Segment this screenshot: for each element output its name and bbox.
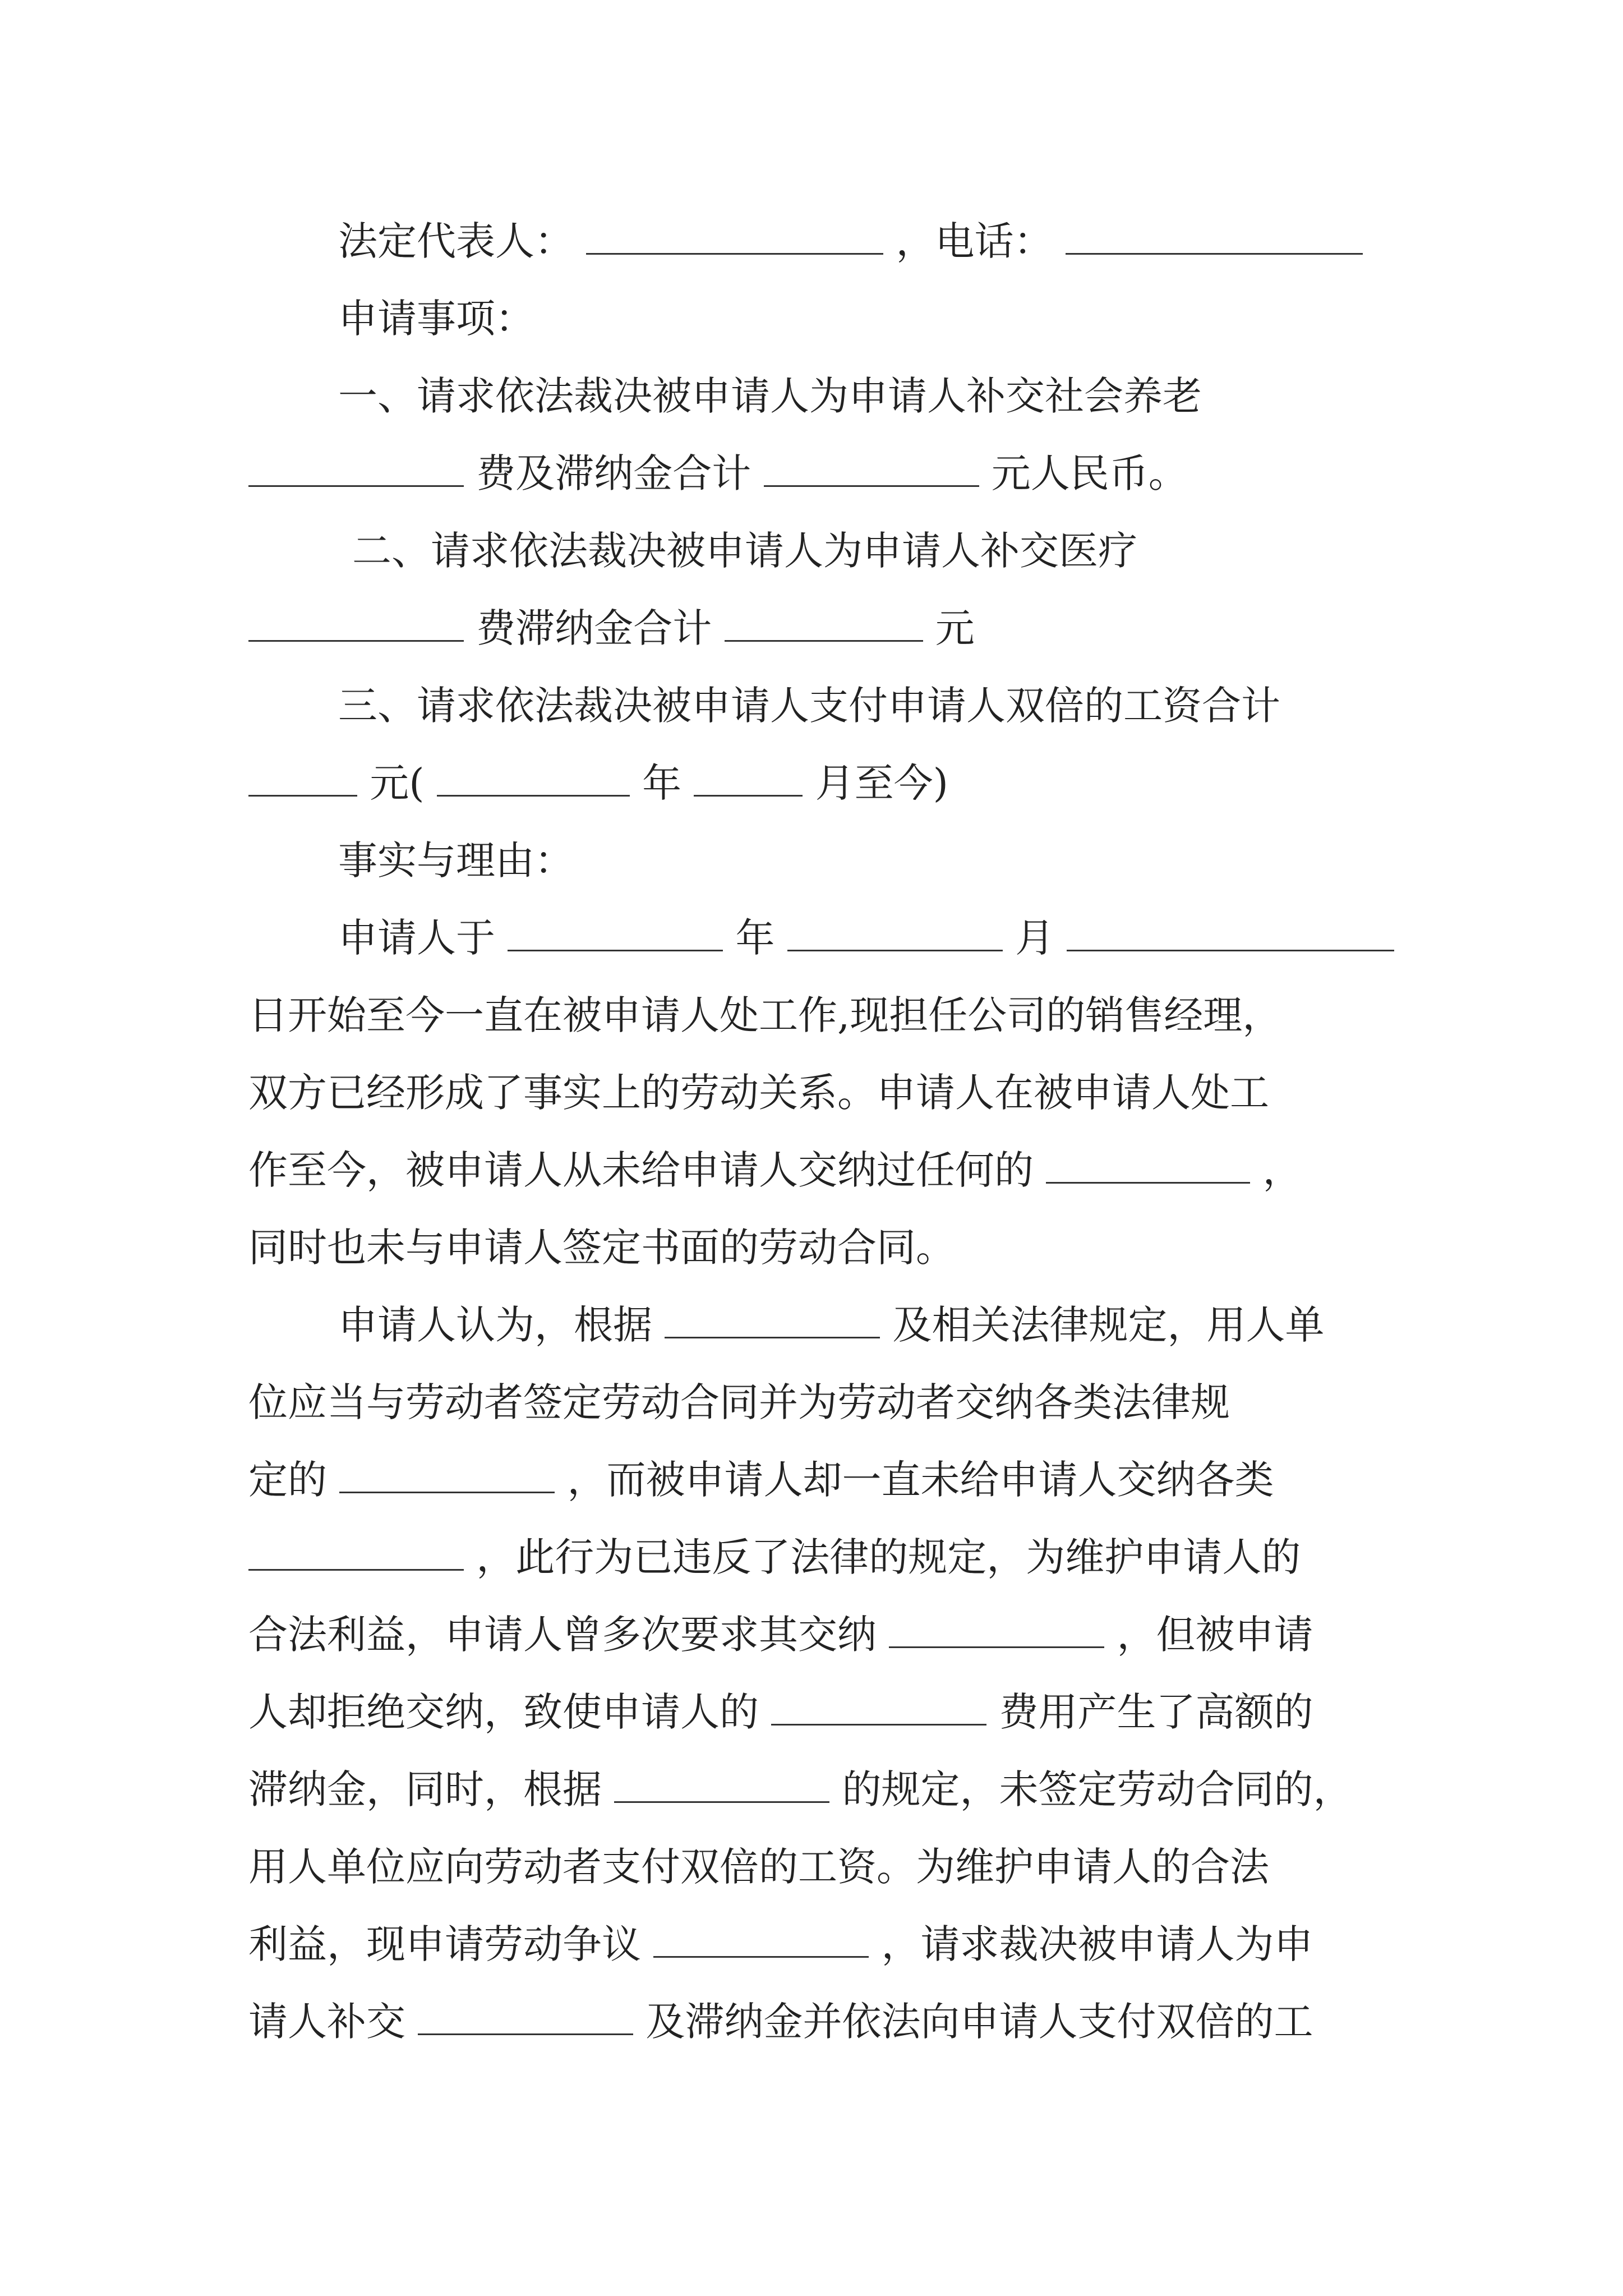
fill-blank[interactable] xyxy=(1067,915,1394,951)
text-segment: 费滞纳金合计 xyxy=(476,605,712,651)
text-segment: ， xyxy=(1262,1147,1302,1193)
fill-blank[interactable] xyxy=(653,1921,869,1958)
text-segment: 人却拒绝交纳，致使申请人的 xyxy=(248,1689,759,1735)
text-segment: ，电话： xyxy=(896,218,1053,264)
text-segment: 月 xyxy=(1015,915,1055,961)
line-claim-2 xyxy=(352,523,1378,579)
text-segment: 一、请求依法裁决被申请人为申请人补交社会养老 xyxy=(338,373,1202,419)
text-segment: 利益，现申请劳动争议 xyxy=(248,1921,641,1967)
text-segment: 作至今，被申请人从未给申请人交纳过任何的 xyxy=(248,1147,1034,1193)
fill-blank[interactable] xyxy=(725,605,923,642)
text-segment: 请人补交 xyxy=(248,1999,405,2045)
text-segment: 同时也未与申请人签定书面的劳动合同。 xyxy=(248,1225,955,1271)
line-reason-1 xyxy=(338,1297,1378,1353)
text-segment: 年 xyxy=(642,760,682,806)
fill-blank[interactable] xyxy=(418,1999,633,2035)
fill-blank[interactable] xyxy=(1066,218,1363,255)
text-segment: 位应当与劳动者签定劳动合同并为劳动者交纳各类法律规 xyxy=(248,1379,1230,1425)
text-segment: ，此行为已违反了法律的规定，为维护申请人的 xyxy=(476,1534,1301,1580)
text-segment: 申请人认为，根据 xyxy=(338,1302,652,1348)
text-segment: 事实与理由： xyxy=(338,838,574,884)
text-segment: 费及滞纳金合计 xyxy=(476,450,751,496)
text-segment: 滞纳金，同时，根据 xyxy=(248,1766,602,1812)
text-segment: ，请求裁决被申请人为申 xyxy=(881,1921,1313,1967)
text-segment: 申请人于 xyxy=(338,915,495,961)
fill-blank[interactable] xyxy=(508,915,723,951)
fill-blank[interactable] xyxy=(1046,1147,1250,1184)
fill-blank[interactable] xyxy=(787,915,1003,951)
text-segment: 定的 xyxy=(248,1457,327,1503)
fill-blank[interactable] xyxy=(339,1457,555,1493)
text-segment: 双方已经形成了事实上的劳动关系。申请人在被申请人处工 xyxy=(248,1070,1269,1116)
text-segment: 元( xyxy=(370,760,425,806)
line-claim-3-cont xyxy=(248,755,1378,811)
text-segment: 申请事项： xyxy=(338,296,534,342)
fill-blank[interactable] xyxy=(248,1534,464,1571)
text-segment: ，而被申请人却一直未给申请人交纳各类 xyxy=(567,1457,1274,1503)
text-segment: 的规定，未签定劳动合同的， xyxy=(842,1766,1353,1812)
line-heading-claims xyxy=(338,291,1378,347)
line-facts-1 xyxy=(338,910,1378,966)
line-reason-8 xyxy=(248,1839,1378,1895)
line-heading-facts xyxy=(338,832,1378,889)
fill-blank[interactable] xyxy=(889,1612,1104,1648)
text-segment: 元 xyxy=(935,605,975,651)
line-claim-1 xyxy=(338,368,1378,424)
text-segment: ，但被申请 xyxy=(1117,1612,1313,1658)
fill-blank[interactable] xyxy=(694,760,803,797)
fill-blank[interactable] xyxy=(764,450,979,487)
line-facts-5 xyxy=(248,1220,1378,1276)
text-segment: 月至今) xyxy=(815,760,948,806)
fill-blank[interactable] xyxy=(771,1689,986,1726)
line-facts-2 xyxy=(248,987,1378,1043)
fill-blank[interactable] xyxy=(248,450,464,487)
text-segment: 合法利益，申请人曾多次要求其交纳 xyxy=(248,1612,877,1658)
fill-blank[interactable] xyxy=(614,1766,829,1803)
fill-blank[interactable] xyxy=(665,1302,880,1338)
line-reason-10 xyxy=(248,1994,1378,2050)
line-facts-3 xyxy=(248,1065,1378,1121)
text-segment: 用人单位应向劳动者支付双倍的工资。为维护申请人的合法 xyxy=(248,1844,1269,1890)
line-reason-7 xyxy=(248,1761,1378,1818)
text-segment: 年 xyxy=(735,915,775,961)
text-segment: 二、请求依法裁决被申请人为申请人补交医疗 xyxy=(352,528,1137,574)
text-segment: 费用产生了高额的 xyxy=(999,1689,1313,1735)
line-reason-3 xyxy=(248,1452,1378,1508)
fill-blank[interactable] xyxy=(248,605,464,642)
text-segment: 及相关法律规定，用人单 xyxy=(892,1302,1325,1348)
line-reason-4 xyxy=(248,1529,1378,1585)
text-segment: 三、请求依法裁决被申请人支付申请人双倍的工资合计 xyxy=(338,683,1280,729)
line-claim-3 xyxy=(338,678,1378,734)
text-segment: 元人民币。 xyxy=(991,450,1188,496)
fill-blank[interactable] xyxy=(586,218,883,255)
line-legal-rep xyxy=(338,213,1378,269)
line-reason-5 xyxy=(248,1607,1378,1663)
line-reason-9 xyxy=(248,1916,1378,1972)
text-segment: 及滞纳金并依法向申请人支付双倍的工 xyxy=(645,1999,1313,2045)
line-claim-1-cont xyxy=(248,445,1378,501)
line-facts-4 xyxy=(248,1142,1378,1198)
fill-blank[interactable] xyxy=(248,760,357,797)
text-segment: 日开始至今一直在被申请人处工作,现担任公司的销售经理， xyxy=(248,992,1282,1038)
fill-blank[interactable] xyxy=(437,760,630,797)
line-reason-2 xyxy=(248,1374,1378,1430)
line-claim-2-cont xyxy=(248,600,1378,656)
line-reason-6 xyxy=(248,1684,1378,1740)
text-segment: 法定代表人： xyxy=(338,218,574,264)
